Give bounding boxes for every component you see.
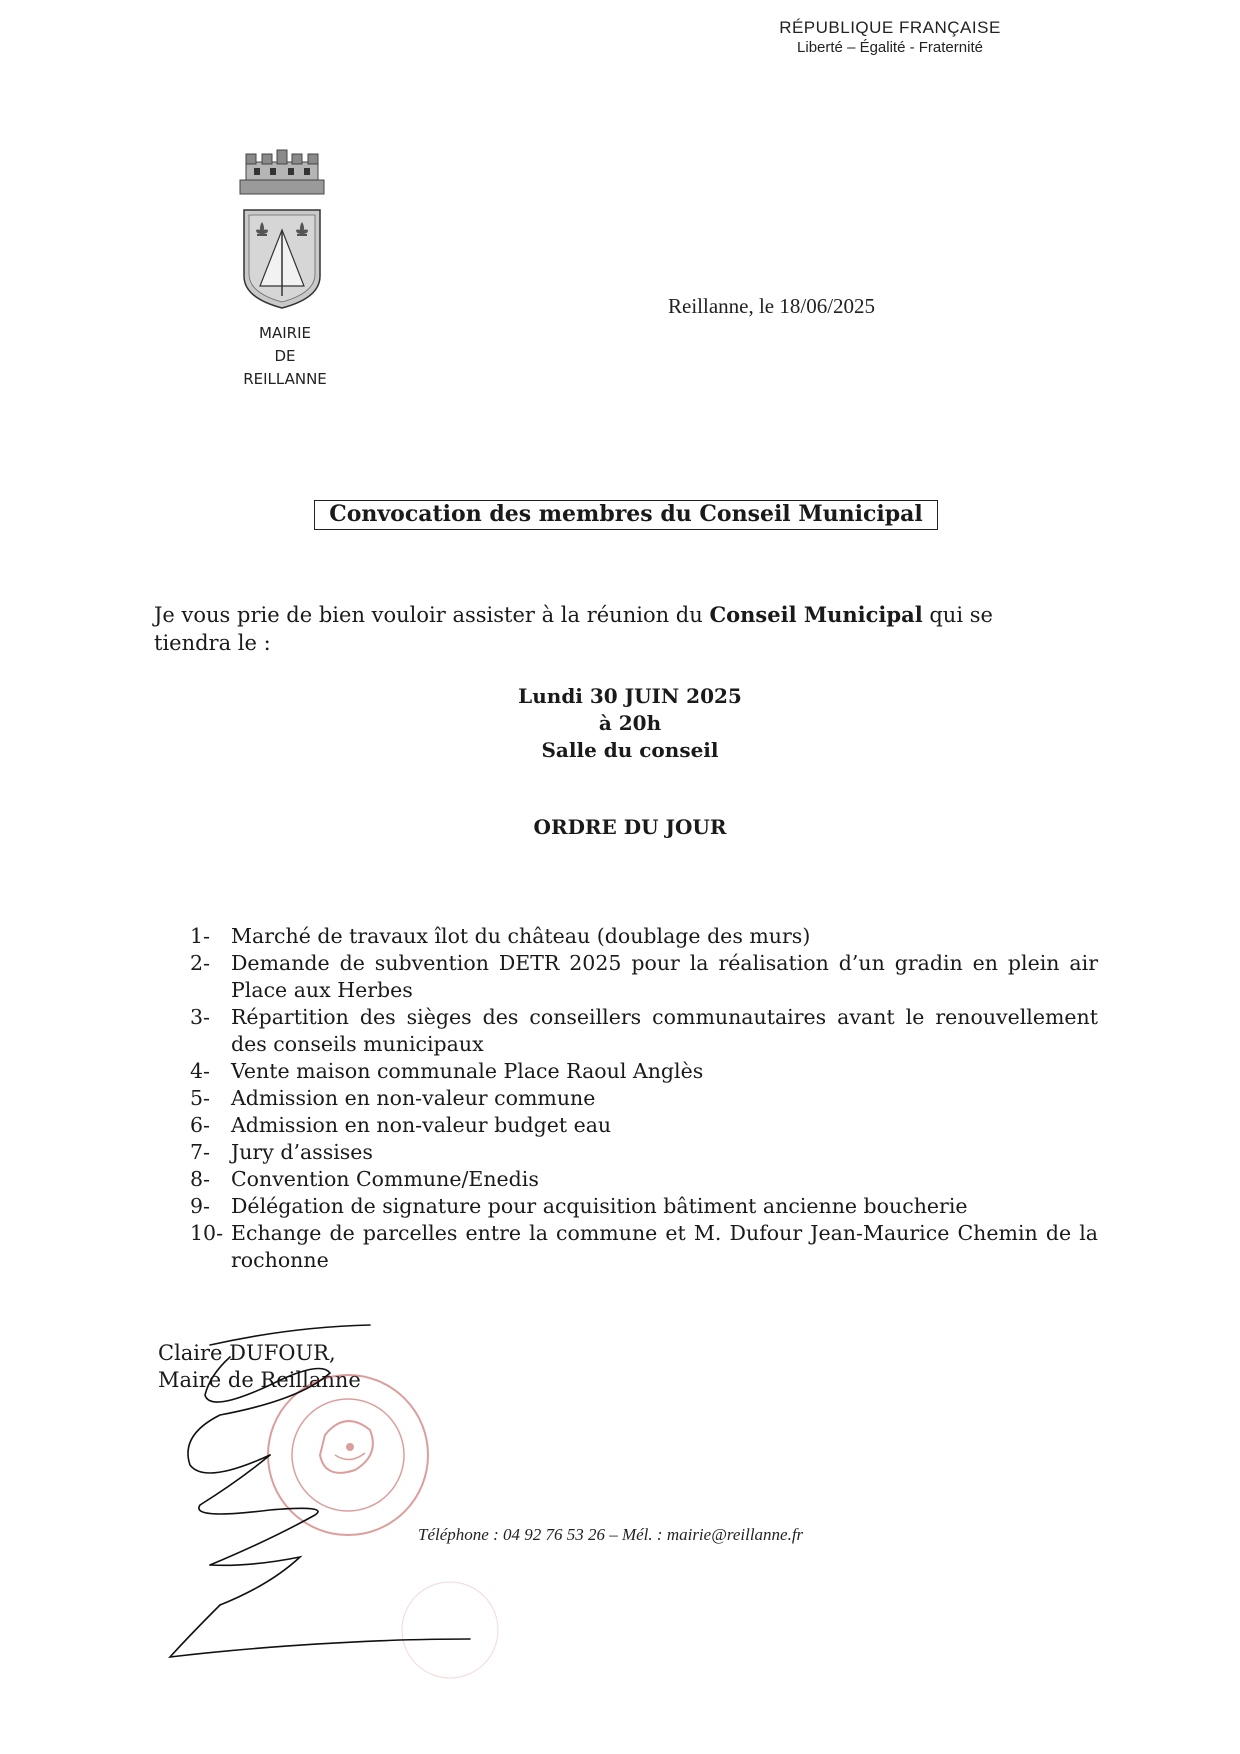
agenda-item bbox=[190, 1193, 1098, 1220]
agenda-item bbox=[190, 1139, 1098, 1166]
agenda-heading: ORDRE DU JOUR bbox=[533, 815, 727, 839]
mairie-label bbox=[230, 322, 340, 391]
intro-paragraph bbox=[154, 601, 1056, 657]
republic-motto: Liberté – Égalité - Fraternité bbox=[797, 39, 983, 56]
signature-and-stamp bbox=[150, 1305, 570, 1685]
agenda-item-number: 6- bbox=[190, 1113, 210, 1137]
intro-text-after: qui se tiendra le : bbox=[154, 603, 993, 655]
contact-line: Téléphone : 04 92 76 53 26 – Mél. : mairie@reillanne.fr bbox=[418, 1525, 804, 1544]
agenda-item-text: Echange de parcelles entre la commune et M. Dufour Jean-Maurice Chemin de la rochonne bbox=[231, 1221, 1098, 1272]
official-stamp-icon bbox=[268, 1375, 428, 1535]
agenda-item bbox=[190, 1166, 1098, 1193]
document-title: Convocation des membres du Conseil Municipal bbox=[329, 501, 923, 527]
agenda-item bbox=[190, 923, 1098, 950]
agenda-item-text: Admission en non-valeur budget eau bbox=[231, 1113, 612, 1137]
agenda-item bbox=[190, 950, 1098, 1004]
agenda-item-number: 10- bbox=[190, 1221, 224, 1245]
agenda-item-number: 4- bbox=[190, 1059, 210, 1083]
agenda-item-text: Convention Commune/Enedis bbox=[231, 1167, 539, 1191]
agenda-item bbox=[190, 1220, 1098, 1274]
agenda-item-number: 9- bbox=[190, 1194, 210, 1218]
agenda-item-number: 1- bbox=[190, 924, 210, 948]
meeting-day: Lundi 30 JUIN 2025 bbox=[518, 684, 742, 708]
agenda-item-text: Admission en non-valeur commune bbox=[231, 1086, 596, 1110]
agenda-item-number: 8- bbox=[190, 1167, 210, 1191]
agenda-item-text: Répartition des sièges des conseillers communautaires avant le renouvellement des conseils municipaux bbox=[231, 1005, 1098, 1056]
agenda-item bbox=[190, 1058, 1098, 1085]
meeting-info bbox=[430, 683, 830, 764]
mairie-line-2: DE bbox=[274, 347, 296, 365]
agenda-item-number: 5- bbox=[190, 1086, 210, 1110]
meeting-place: Salle du conseil bbox=[541, 738, 719, 762]
agenda-item bbox=[190, 1085, 1098, 1112]
agenda-item-number: 7- bbox=[190, 1140, 210, 1164]
intro-text-bold: Conseil Municipal bbox=[709, 602, 923, 627]
agenda-list bbox=[190, 923, 1098, 1274]
agenda-item-text: Vente maison communale Place Raoul Anglès bbox=[231, 1059, 704, 1083]
agenda-item-number: 2- bbox=[190, 951, 210, 975]
signer-role: Maire de Reillanne bbox=[158, 1368, 361, 1392]
agenda-item-text: Délégation de signature pour acquisition bâtiment ancienne boucherie bbox=[231, 1194, 968, 1218]
agenda-item-text: Jury d’assises bbox=[231, 1140, 373, 1164]
intro-text-before: Je vous prie de bien vouloir assister à la réunion du bbox=[154, 603, 710, 627]
agenda-item bbox=[190, 1112, 1098, 1139]
meeting-time: à 20h bbox=[598, 711, 662, 735]
mairie-line-1: MAIRIE bbox=[259, 324, 311, 342]
agenda-item-text: Demande de subvention DETR 2025 pour la réalisation d’un gradin en plein air Place aux Herbes bbox=[231, 951, 1098, 1002]
agenda-item-number: 3- bbox=[190, 1005, 210, 1029]
date-line: Reillanne, le 18/06/2025 bbox=[668, 294, 876, 318]
agenda-item-text: Marché de travaux îlot du château (doublage des murs) bbox=[231, 924, 811, 948]
town-crest-logo bbox=[232, 148, 332, 313]
republic-heading: RÉPUBLIQUE FRANÇAISE bbox=[779, 18, 1001, 37]
agenda-item bbox=[190, 1004, 1098, 1058]
mairie-line-3: REILLANNE bbox=[243, 370, 327, 388]
signer-name: Claire DUFOUR, bbox=[158, 1341, 336, 1365]
